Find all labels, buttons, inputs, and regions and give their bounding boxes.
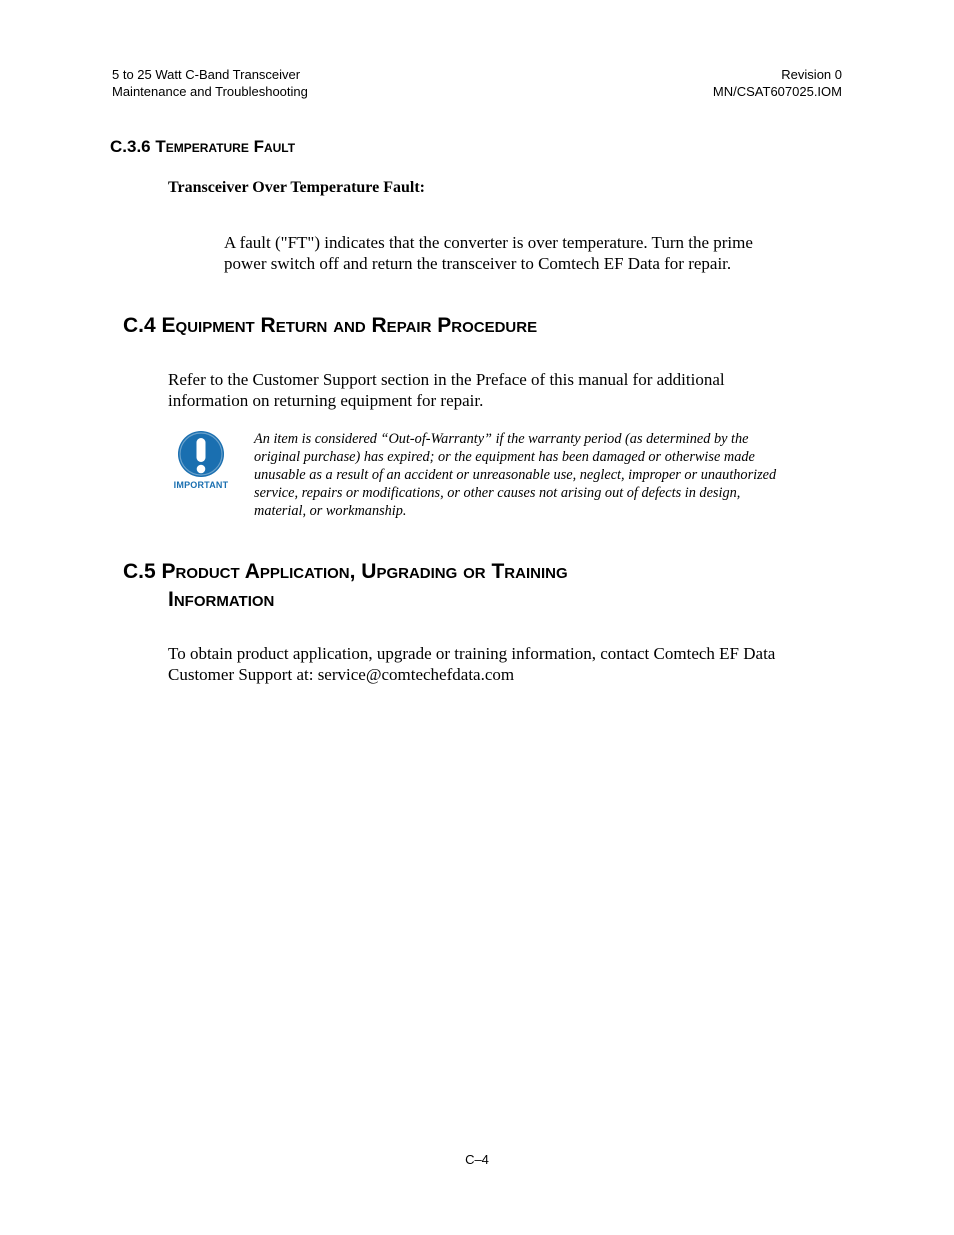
section-c4-heading: C.4 Equipment Return and Repair Procedure (123, 314, 538, 337)
header-revision: Revision 0 (781, 67, 842, 82)
section-c5-heading (123, 558, 568, 614)
heading-line: Information (168, 588, 275, 611)
important-notice-icon (168, 430, 234, 492)
section-c36-heading: C.3.6 Temperature Fault (110, 137, 296, 156)
paragraph-line: A fault ("FT") indicates that the converter is over temperature. Turn the prime (224, 233, 753, 252)
section-c4-paragraph (168, 369, 725, 411)
important-label: IMPORTANT (173, 480, 229, 490)
paragraph-line: To obtain product application, upgrade or training information, contact Comtech EF Data (168, 644, 776, 663)
section-c36-subheading: Transceiver Over Temperature Fault: (168, 179, 425, 196)
page-number: C–4 (465, 1152, 489, 1167)
heading-line: C.5 Product Application, Upgrading or Training (123, 560, 568, 583)
section-c5-paragraph (168, 643, 775, 685)
paragraph-line: Refer to the Customer Support section in the Preface of this manual for additional (168, 370, 725, 389)
important-notice-text (254, 430, 776, 520)
header-document-title: 5 to 25 Watt C-Band Transceiver (112, 67, 301, 82)
page-header-left (112, 67, 308, 100)
note-line: An item is considered “Out-of-Warranty” if the warranty period (as determined by the (254, 431, 749, 447)
header-chapter-title: Maintenance and Troubleshooting (112, 83, 308, 99)
note-line: unusable as a result of an accident or unreasonable use, neglect, improper or unauthorized (254, 467, 777, 483)
exclamation-circle-icon (168, 430, 234, 482)
header-document-number: MN/CSAT607025.IOM (712, 83, 842, 99)
paragraph-line: information on returning equipment for repair. (168, 391, 484, 410)
note-line: service, repairs or modifications, or other causes not arising out of defects in design, (254, 485, 741, 501)
page-header-right (713, 67, 842, 100)
paragraph-line: Customer Support at: service@comtechefdata.com (168, 665, 515, 684)
note-line: material, or workmanship. (254, 503, 407, 519)
paragraph-line: power switch off and return the transceiver to Comtech EF Data for repair. (224, 254, 732, 273)
section-c36-paragraph (224, 232, 753, 274)
note-line: original purchase) has expired; or the equipment has been damaged or otherwise made (254, 449, 755, 465)
